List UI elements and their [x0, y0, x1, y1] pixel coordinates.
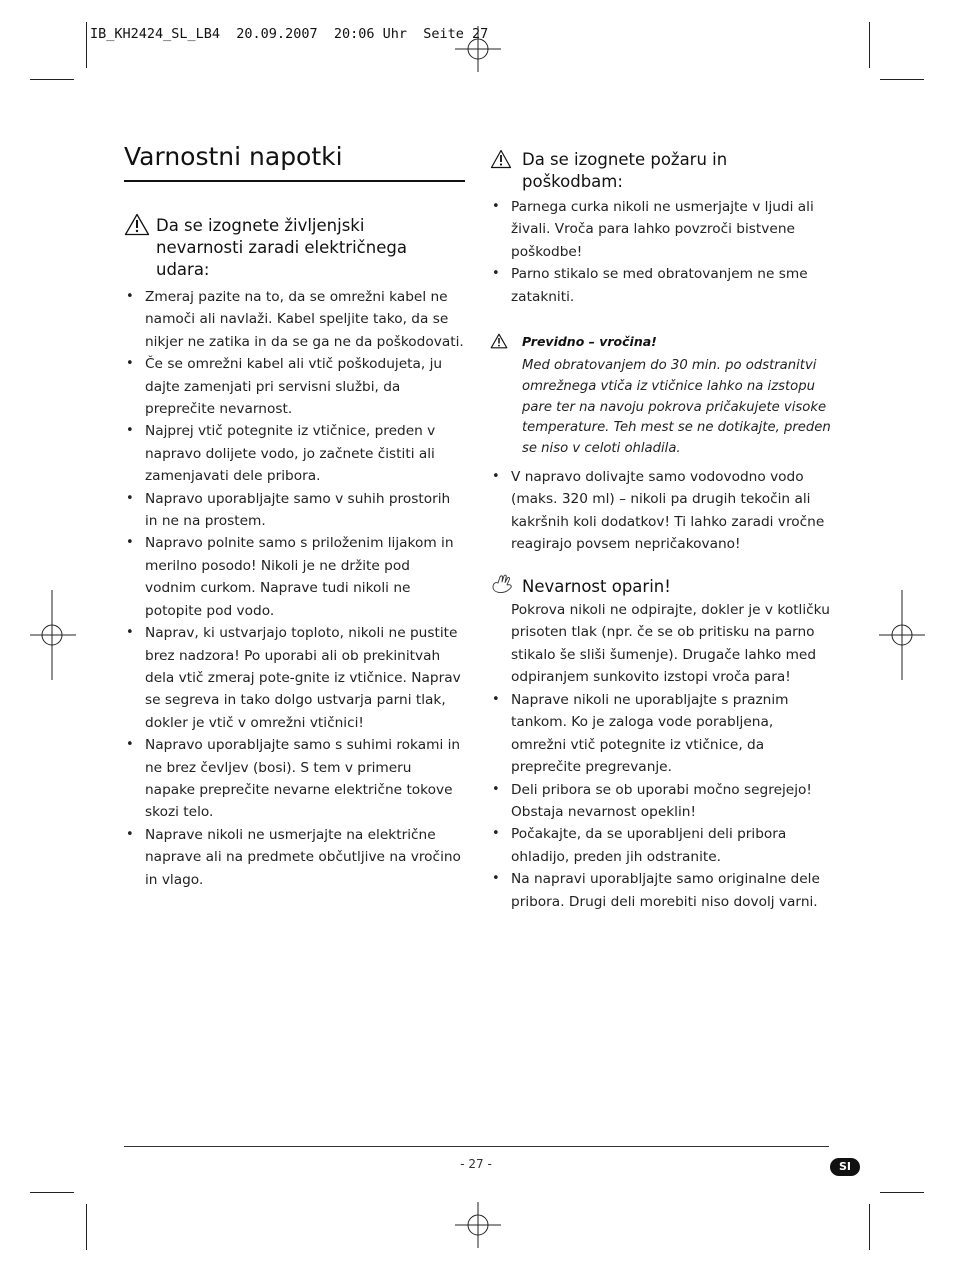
- footer-divider: [124, 1146, 829, 1147]
- list-item: • Naprav, ki ustvarjajo toploto, nikoli ne pustite brez nadzora! Po uporabi ali ob prekinitvah dela vtič zmeraj pote-gnite iz vtičnice. Naprav se segreva in tako dolgo ustvarja parni tlak, dokler je vtič v omrežni vtičnici!: [124, 622, 464, 734]
- caution-title: [490, 333, 830, 351]
- list-item: • V napravo dolivajte samo vodovodno vodo (maks. 320 ml) – nikoli pa drugih tekočin ali kakršnih koli dodatkov! Ti lahko zaradi vročnе reagirajo povsem nepričakovano!: [490, 466, 830, 556]
- list-item: • Deli pribora se ob uporabi močno segrejejo! Obstaja nevarnost opeklin!: [490, 779, 830, 824]
- title-divider: [124, 180, 465, 182]
- heading-line: poškodbam:: [522, 172, 623, 191]
- list-item: • Naprave nikoli ne usmerjajte na električne naprave ali na predmete občutljive na vročino in vlago.: [124, 824, 464, 891]
- list-item: • Najprej vtič potegnite iz vtičnice, preden v napravo dolijete vodo, jo začnete čistiti ali zamenjavati dele pribora.: [124, 420, 464, 487]
- fire-safety-list: [490, 196, 830, 308]
- crop-mark: [869, 22, 870, 68]
- list-item: • Če se omrežni kabel ali vtič poškodujeta, ju dajte zamenjati pri servisni službi, da preprečite nevarnost.: [124, 353, 464, 420]
- scald-intro: Pokrova nikoli ne odpirajte, dokler je v kotličku prisoten tlak (npr. če se ob pritisku na parno stikalo še sliši šumenje). Drugače lahko med odpiranjem sunkovito izstopi vroča para!: [511, 602, 830, 686]
- section-heading-electric: [124, 215, 464, 281]
- list-item: • Počakajte, da se uporabljeni deli pribora ohladijo, preden jih odstranite.: [490, 823, 830, 868]
- list-item: • Naprave nikoli ne uporabljajte s praznim tankom. Ko je zaloga vode porabljena, omrežni vtič potegnite iz vtičnice, da preprečite pregrevanje.: [490, 689, 830, 779]
- warning-triangle-icon: [124, 213, 150, 236]
- warning-triangle-icon: [490, 149, 512, 169]
- list-item: • Napravo uporabljajte samo s suhimi rokami in ne brez čevljev (bosi). S tem v primeru napake preprečite nevarne električne tokove skozi telo.: [124, 734, 464, 824]
- registration-mark-icon: [879, 590, 925, 680]
- water-fill-list: [490, 466, 830, 556]
- crop-mark: [869, 1204, 870, 1250]
- language-badge: SI: [830, 1158, 860, 1176]
- crop-mark: [880, 1192, 924, 1193]
- list-item: • Napravo uporabljajte samo v suhih prostorih in ne na prostem.: [124, 488, 464, 533]
- list-item: • Parnega curka nikoli ne usmerjajte v ljudi ali živali. Vroča para lahko povzroči bistvene poškodbe!: [490, 196, 830, 263]
- scald-heading-text: Nevarnost oparin!: [522, 577, 671, 596]
- list-item: • Napravo polnite samo s priloženim lijakom in merilno posodo! Nikoli je ne držite pod vodnim curkom. Naprave tudi nikoli ne potopite pod vodo.: [124, 532, 464, 622]
- electric-safety-list: [124, 286, 464, 891]
- crop-mark: [30, 1192, 74, 1193]
- list-item: • Zmeraj pazite na to, da se omrežni kabel ne namoči ali navlaži. Kabel speljite tako, da se nikjer ne zatika in da se ga ne da poškodovati.: [124, 286, 464, 353]
- section-heading-fire: [490, 149, 830, 193]
- page-title: Varnostni napotki: [124, 142, 343, 171]
- section-heading-scald: [490, 576, 830, 598]
- crop-mark: [880, 79, 924, 80]
- list-item: • Na napravi uporabljajte samo originalne dele pribora. Drugi deli morebiti niso dovolj varni.: [490, 868, 830, 913]
- heading-line: Da se izognete požaru in: [522, 150, 728, 169]
- page-number: - 27 -: [460, 1157, 492, 1171]
- registration-mark-icon: [455, 26, 501, 72]
- caution-title-text: Previdno – vročina!: [522, 334, 657, 349]
- print-header: IB_KH2424_SL_LB4 20.09.2007 20:06 Uhr Seite 27: [90, 26, 489, 42]
- heading-line: udara:: [156, 260, 210, 279]
- hot-steam-hand-icon: [490, 573, 516, 595]
- list-item: • Parno stikalo se med obratovanjem ne sme zatakniti.: [490, 263, 830, 308]
- heading-line: nevarnosti zaradi električnega: [156, 238, 407, 257]
- heading-line: Da se izognete življenjski: [156, 216, 365, 235]
- warning-triangle-small-icon: [490, 333, 508, 349]
- scald-safety-list: [490, 689, 830, 913]
- registration-mark-icon: [455, 1202, 501, 1248]
- crop-mark: [86, 22, 87, 68]
- caution-text: Med obratovanjem do 30 min. po odstranitvi omrežnega vtiča iz vtičnice lahko na izstopu pare ter na navoju pokrova pričakujete visoke temperature. Teh mest se ne dotikajte, preden se niso v celoti ohladila.: [522, 358, 831, 457]
- crop-mark: [30, 79, 74, 80]
- registration-mark-icon: [30, 590, 76, 680]
- crop-mark: [86, 1204, 87, 1250]
